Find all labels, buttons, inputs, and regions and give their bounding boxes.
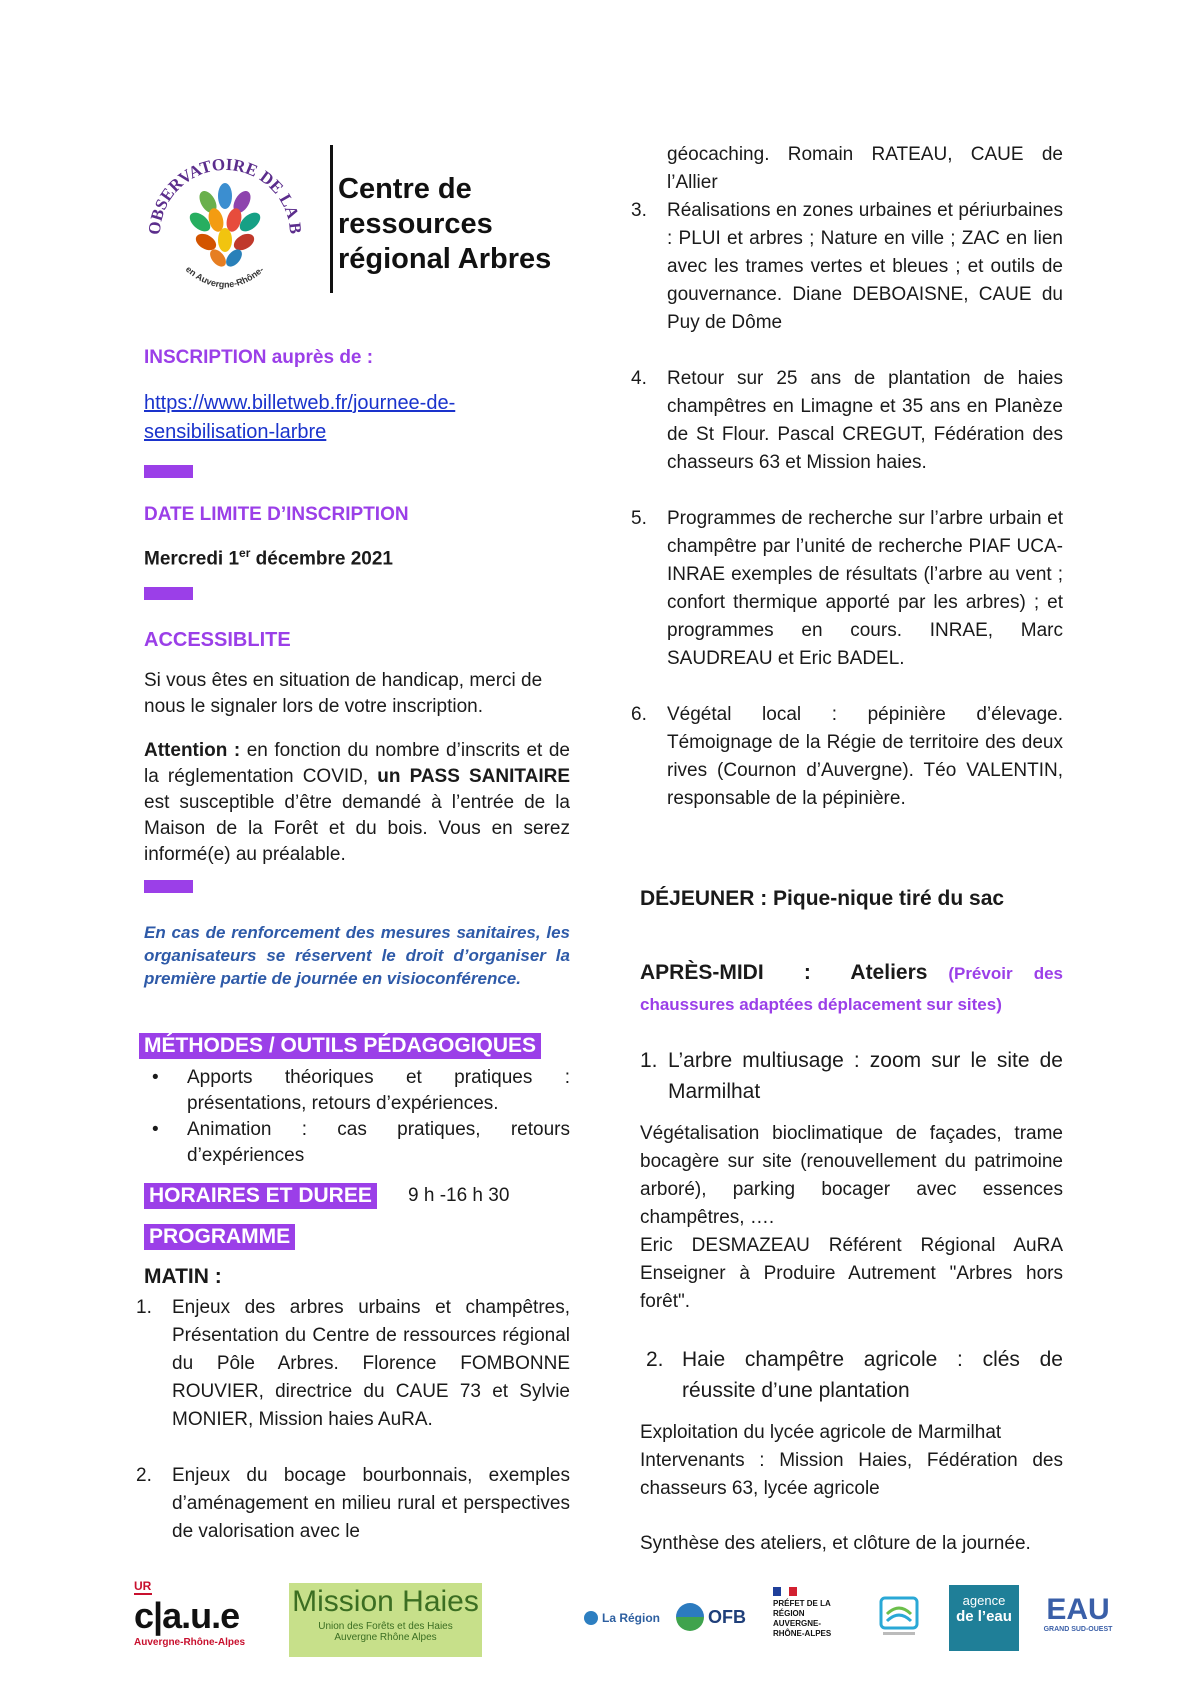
prefet-text: PRÉFET DE LA RÉGION AUVERGNE- RHÔNE-ALPES [773, 1599, 832, 1638]
methods-heading [139, 1033, 541, 1059]
ofb-text: OFB [708, 1606, 746, 1627]
date-pre: Mercredi 1 [144, 548, 240, 570]
mission-title: Mission Haies [292, 1585, 479, 1618]
pass-sanitaire: un PASS SANITAIRE [377, 766, 570, 787]
page-title [338, 172, 551, 277]
date-heading: DATE LIMITE D’INSCRIPTION [144, 504, 409, 525]
eau-sub: GRAND SUD-OUEST [1043, 1626, 1113, 1633]
agence-eau-logo [949, 1585, 1019, 1651]
agence-text-1: agence [962, 1593, 1006, 1608]
attention-text-2: est susceptible d’être demandé à l’entrée de la Maison de la Forêt et du bois. Vous en serez informé(e) au préalable. [144, 792, 570, 865]
methods-item-1 [144, 1065, 570, 1117]
agence-text-2: de l’eau [956, 1608, 1012, 1625]
morning-item-6-num: 6. [631, 704, 647, 725]
afternoon-label: APRÈS-MIDI : Ateliers [640, 961, 928, 984]
header-divider [330, 145, 333, 293]
bullet-icon: • [152, 1119, 159, 1140]
deadline-date [144, 546, 393, 570]
svg-text:en Auvergne-Rhône-Alpes: en Auvergne-Rhône- [183, 263, 266, 290]
morning-item-2-num: 2. [136, 1465, 152, 1486]
methods-item-1-text: Apports théoriques et pratiques : présentations, retours d’expériences. [187, 1067, 570, 1114]
workshop-1-title-text: L’arbre multiusage : zoom sur le site de Marmilhat [668, 1049, 1063, 1103]
date-post: décembre 2021 [250, 548, 393, 570]
title-line-2: ressources [338, 208, 493, 240]
partner-emblem-icon [877, 1594, 921, 1642]
workshop-2-item [646, 1344, 1063, 1406]
attention-label: Attention : [144, 740, 241, 761]
morning-item-5-num: 5. [631, 508, 647, 529]
methods-item-2 [144, 1117, 570, 1169]
morning-item-6 [631, 701, 1063, 813]
caue-ur: UR [134, 1579, 152, 1593]
workshop-1-item [640, 1045, 1063, 1107]
separator-bar-1 [144, 465, 193, 478]
workshop-2-line-1: Exploitation du lycée agricole de Marmilhat [640, 1422, 1002, 1443]
morning-item-4 [631, 365, 1063, 477]
caue-logo [134, 1579, 259, 1648]
morning-item-3-text: Réalisations en zones urbaines et périurbaines : PLUI et arbres ; Nature en ville ; ZAC en lien avec les trames vertes et bleues ; et outils de gouvernance. Diane DEBOAISNE, CAUE du Puy de Dôme [667, 200, 1063, 333]
workshop-2-title [646, 1344, 1063, 1406]
inscription-link[interactable] [144, 389, 455, 447]
attention-paragraph [144, 738, 570, 868]
caue-region: Auvergne-Rhône-Alpes [134, 1637, 246, 1648]
separator-bar-3 [144, 880, 193, 893]
bullet-icon: • [152, 1067, 159, 1088]
ofb-logo [676, 1603, 746, 1631]
morning-item-2 [136, 1462, 570, 1546]
program-right-column [631, 141, 1063, 813]
methods-heading-label: MÉTHODES / OUTILS PÉDAGOGIQUES [139, 1033, 541, 1059]
covid-notice: En cas de renforcement des mesures sanitaires, les organisateurs se réservent le droit d’organiser la première partie de journée en visioconférence. [144, 923, 570, 988]
morning-heading: MATIN : [144, 1265, 222, 1288]
workshop-1-title [640, 1045, 1063, 1107]
closing-text: Synthèse des ateliers, et clôture de la journée. [640, 1533, 1031, 1554]
caue-name: c|a.u.e [134, 1595, 240, 1636]
accessibility-heading: ACCESSIBLITE [144, 629, 291, 651]
biodiversity-observatory-logo [140, 140, 310, 310]
haies-partner-logo [877, 1594, 921, 1642]
morning-item-4-text: Retour sur 25 ans de plantation de haies champêtres en Limagne et 35 ans en Planèze de St Flour. Pascal CREGUT, Fédération des chasseurs 63 et Mission haies. [667, 368, 1063, 473]
mission-sub-1: Union des Forêts et des Haies [318, 1621, 453, 1632]
workshop-2-num: 2. [646, 1348, 664, 1371]
lunch-heading: DÉJEUNER : Pique-nique tiré du sac [640, 887, 1005, 910]
leaf-circle-icon [140, 140, 310, 310]
program-heading-label: PROGRAMME [144, 1224, 295, 1250]
morning-item-3-num: 3. [631, 200, 647, 221]
afternoon-heading [640, 958, 1063, 1021]
morning-item-3 [631, 197, 1063, 337]
region-text: La Région [602, 1611, 661, 1625]
morning-item-6-text: Végétal local : pépinière d’élevage. Témoignage de la Régie de territoire des deux rives (Cournon d’Auvergne). Téo VALENTIN, responsable de la pépinière. [667, 704, 1063, 809]
eau-gso-logo [1043, 1594, 1113, 1633]
ofb-globe-icon [676, 1603, 704, 1631]
region-circle-icon [584, 1611, 598, 1625]
attention-text-1: en fonction du nombre d’inscrits et de la réglementation COVID, [144, 740, 570, 787]
inscription-heading: INSCRIPTION auprès de : [144, 347, 374, 368]
methods-list [144, 1065, 570, 1169]
inscription-link-line-2[interactable]: sensibilisation-larbre [144, 421, 327, 443]
morning-item-5-text: Programmes de recherche sur l’arbre urbain et champêtre par l’unité de recherche PIAF UCA-INRAE exemples de résultats (l’arbre au vent ; confort thermique apporté par les arbres) ; et programmes en cours. INRAE, Marc SAUDREAU et Eric BADEL. [667, 508, 1063, 669]
morning-item-5 [631, 505, 1063, 673]
hours-heading-label: HORAIRES ET DUREE [144, 1183, 377, 1209]
program-heading [144, 1224, 295, 1250]
workshop-2-title-text: Haie champêtre agricole : clés de réussite d’une plantation [682, 1348, 1063, 1402]
accessibility-text: Si vous êtes en situation de handicap, merci de nous le signaler lors de votre inscription. [144, 670, 543, 717]
afternoon-note: (Prévoir des chaussures adaptées déplacement sur sites) [640, 964, 1063, 1014]
workshop-1-desc: Végétalisation bioclimatique de façades, trame bocagère sur site (renouvellement du patrimoine arboré), parking bocager avec essences champêtres, …. [640, 1123, 1063, 1228]
marianne-flag-icon [773, 1587, 797, 1596]
separator-bar-2 [144, 587, 193, 600]
mission-haies-logo [289, 1583, 482, 1657]
morning-list [136, 1294, 570, 1546]
region-logo [584, 1611, 660, 1625]
morning-item-2-text: Enjeux du bocage bourbonnais, exemples d’aménagement en milieu rural et perspectives de valorisation avec le [172, 1465, 570, 1542]
morning-item-1 [136, 1294, 570, 1434]
workshop-2-line-2: Intervenants : Mission Haies, Fédération des chasseurs 63, lycée agricole [640, 1450, 1063, 1499]
mission-sub-2: Auvergne Rhône Alpes [334, 1632, 437, 1643]
workshop-1-speaker: Eric DESMAZEAU Référent Régional AuRA Enseigner à Produire Autrement "Arbres hors forêt". [640, 1235, 1063, 1312]
date-sup: er [239, 546, 251, 560]
svg-text:OBSERVATOIRE DE LA BIODIVERSIT: OBSERVATOIRE DE LA B [144, 154, 306, 236]
morning-item-4-num: 4. [631, 368, 647, 389]
title-line-3: régional Arbres [338, 243, 552, 275]
prefet-logo [773, 1587, 853, 1639]
continued-text: géocaching. Romain RATEAU, CAUE de l’Allier [667, 144, 1063, 193]
hours-heading [144, 1183, 377, 1209]
inscription-link-line-1[interactable]: https://www.billetweb.fr/journee-de- [144, 392, 456, 414]
eau-text: EAU [1046, 1593, 1110, 1626]
morning-item-1-num: 1. [136, 1297, 152, 1318]
hours-value: 9 h -16 h 30 [408, 1185, 510, 1206]
morning-item-1-text: Enjeux des arbres urbains et champêtres, Présentation du Centre de ressources régional du Pôle Arbres. Florence FOMBONNE ROUVIER, directrice du CAUE 73 et Sylvie MONIER, Mission haies AuRA. [172, 1297, 570, 1430]
workshop-1-num: 1. [640, 1049, 658, 1072]
title-line-1: Centre de [338, 173, 472, 205]
methods-item-2-text: Animation : cas pratiques, retours d’expériences [187, 1119, 570, 1166]
